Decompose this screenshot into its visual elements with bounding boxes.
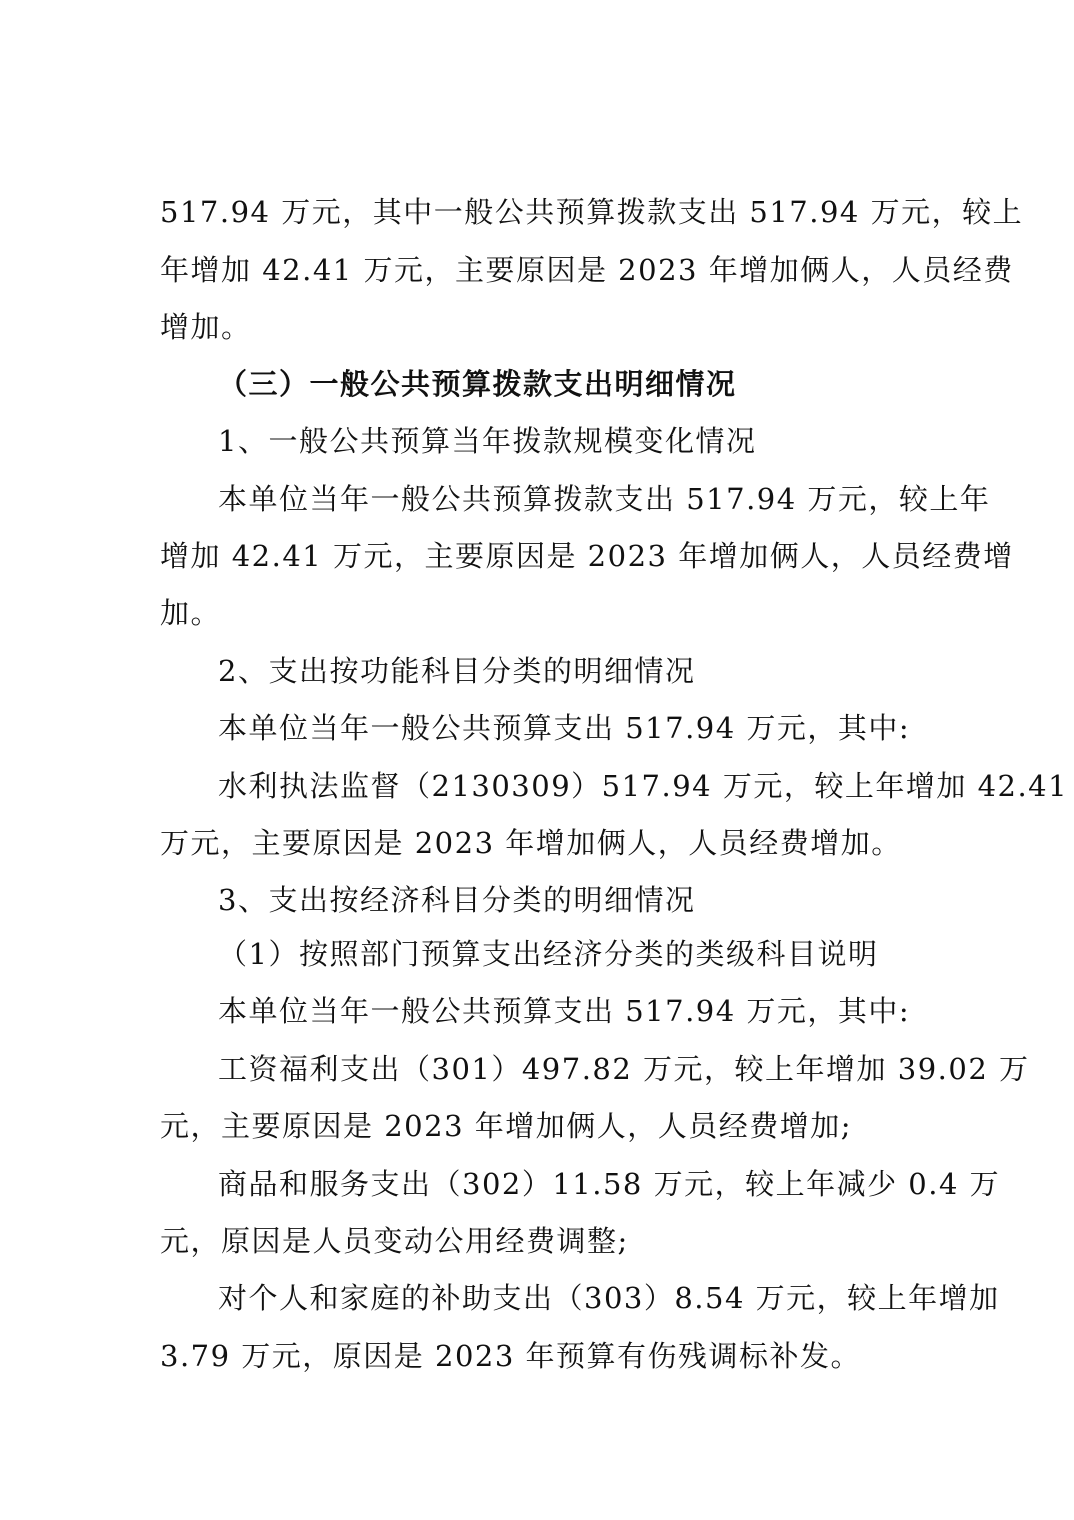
section-heading: （三）一般公共预算拨款支出明细情况 — [218, 367, 737, 401]
paragraph-line: 商品和服务支出（302）11.58 万元，较上年减少 0.4 万 — [218, 1167, 1001, 1201]
paragraph-line: 年增加 42.41 万元，主要原因是 2023 年增加俩人，人员经费 — [160, 253, 1014, 287]
paragraph-line: 元，主要原因是 2023 年增加俩人，人员经费增加; — [160, 1109, 853, 1143]
sub-item-title: （1）按照部门预算支出经济分类的类级科目说明 — [218, 937, 879, 971]
paragraph-line: 本单位当年一般公共预算支出 517.94 万元，其中: — [218, 994, 911, 1028]
paragraph-line: 水利执法监督（2130309）517.94 万元，较上年增加 42.41 — [218, 769, 1069, 803]
paragraph-line: 517.94 万元，其中一般公共预算拨款支出 517.94 万元，较上 — [160, 195, 1024, 229]
paragraph-line: 加。 — [160, 596, 222, 630]
subsection-title: 1、一般公共预算当年拨款规模变化情况 — [218, 424, 757, 458]
paragraph-line: 万元，主要原因是 2023 年增加俩人，人员经费增加。 — [160, 826, 902, 860]
paragraph-line: 工资福利支出（301）497.82 万元，较上年增加 39.02 万 — [218, 1052, 1030, 1086]
paragraph-line: 增加 42.41 万元，主要原因是 2023 年增加俩人，人员经费增 — [160, 539, 1014, 573]
subsection-title: 2、支出按功能科目分类的明细情况 — [218, 654, 696, 688]
paragraph-line: 本单位当年一般公共预算拨款支出 517.94 万元，较上年 — [218, 482, 991, 516]
paragraph-line: 增加。 — [160, 310, 252, 344]
paragraph-line: 对个人和家庭的补助支出（303）8.54 万元，较上年增加 — [218, 1281, 1000, 1315]
subsection-title: 3、支出按经济科目分类的明细情况 — [218, 883, 696, 917]
paragraph-line: 3.79 万元，原因是 2023 年预算有伤残调标补发。 — [160, 1339, 862, 1373]
paragraph-line: 元，原因是人员变动公用经费调整; — [160, 1224, 629, 1258]
paragraph-line: 本单位当年一般公共预算支出 517.94 万元，其中: — [218, 711, 911, 745]
